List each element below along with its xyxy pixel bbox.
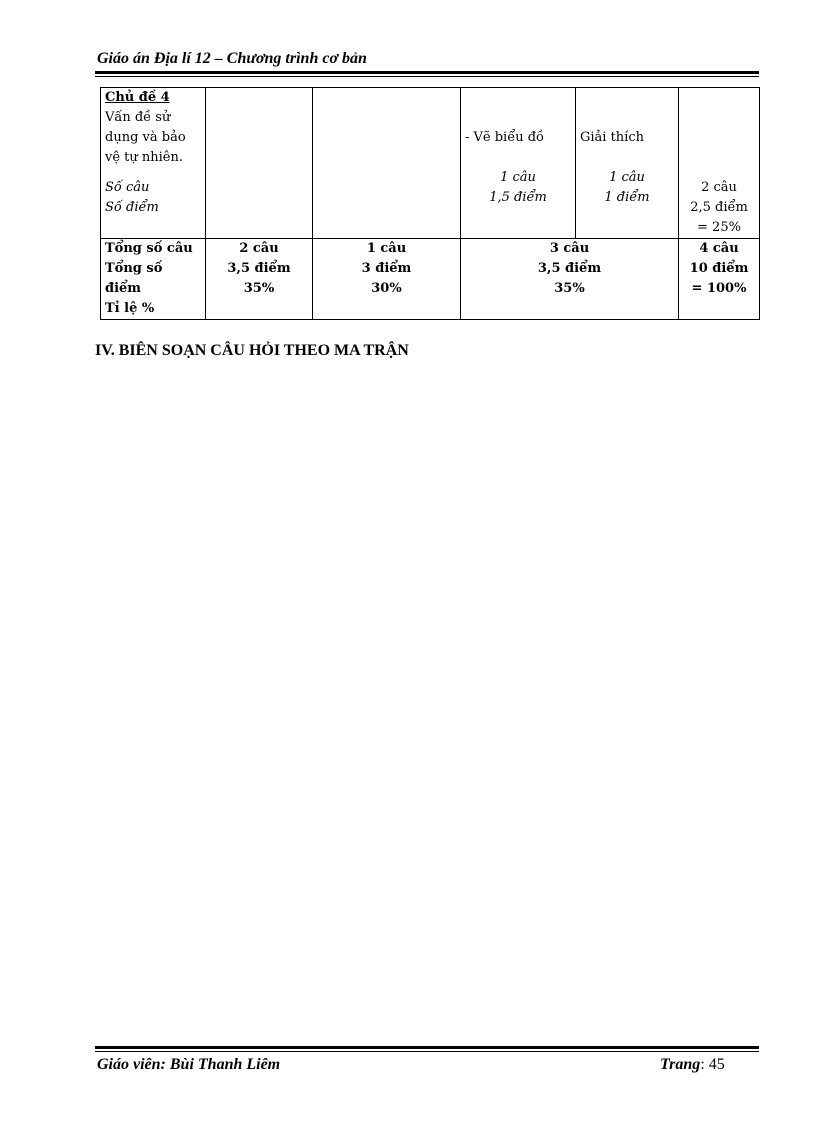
total-value: = 100% — [691, 281, 747, 296]
total-value: 3 câu — [549, 241, 590, 256]
topic-label: Chủ đề 4 — [105, 90, 170, 105]
page-number: 45 — [708, 1056, 725, 1073]
table-row-topic-4 — [101, 88, 760, 239]
topic-total-count: 2 câu — [701, 180, 737, 195]
total-col-application — [461, 239, 679, 320]
explain-cell — [576, 88, 679, 239]
empty-cell — [313, 88, 461, 239]
application-text: - Vẽ biểu đồ — [465, 130, 544, 145]
assessment-matrix-table — [100, 87, 760, 320]
application-cell — [461, 88, 576, 239]
empty-cell — [206, 88, 313, 239]
footer-rule-thick — [95, 1046, 759, 1049]
application-count: 1 câu — [500, 170, 536, 185]
table-row-total — [101, 239, 760, 320]
count-label: Số câu — [105, 180, 150, 195]
footer-page-number — [660, 1056, 725, 1074]
topic-line: Vấn đề sử — [105, 110, 171, 125]
total-label: Tỉ lệ % — [105, 301, 155, 316]
footer-teacher-name: Giáo viên: Bùi Thanh Liêm — [97, 1056, 281, 1073]
total-value: 35% — [243, 281, 275, 296]
document-header-title: Giáo án Địa lí 12 – Chương trình cơ bản — [97, 50, 367, 67]
topic-line: dụng và bảo — [105, 130, 186, 145]
application-score: 1,5 điểm — [489, 190, 547, 205]
explain-text: Giải thích — [580, 130, 644, 145]
explain-score: 1 điểm — [604, 190, 650, 205]
total-col-understanding — [313, 239, 461, 320]
total-value: 2 câu — [239, 241, 279, 256]
total-value: 3,5 điểm — [227, 261, 291, 276]
topic-total-score: 2,5 điểm — [690, 200, 748, 215]
score-label: Số điểm — [105, 200, 159, 215]
total-value: 3,5 điểm — [537, 261, 602, 276]
section-heading: IV. BIÊN SOẠN CÂU HỎI THEO MA TRẬN — [95, 342, 409, 359]
total-label: điểm — [105, 281, 142, 296]
footer-rule-thin — [95, 1051, 759, 1052]
topic-cell — [101, 88, 206, 239]
topic-line: vệ tự nhiên. — [105, 150, 183, 165]
total-value: 4 câu — [699, 241, 739, 256]
topic-total-cell — [679, 88, 760, 239]
total-label: Tổng số câu — [105, 241, 193, 256]
total-value: 35% — [554, 281, 585, 296]
explain-count: 1 câu — [609, 170, 645, 185]
total-value: 10 điểm — [689, 261, 749, 276]
topic-total-percent: = 25% — [697, 220, 741, 235]
total-value: 1 câu — [366, 241, 407, 256]
page-separator: : — [700, 1056, 709, 1073]
total-label-cell — [101, 239, 206, 320]
total-value: 30% — [371, 281, 402, 296]
total-value: 3 điểm — [361, 261, 412, 276]
page-label: Trang — [660, 1056, 701, 1073]
header-rule-thin — [95, 76, 759, 77]
header-rule-thick — [95, 71, 759, 74]
total-col-knowledge — [206, 239, 313, 320]
total-label: Tổng số — [105, 261, 163, 276]
total-col-sum — [679, 239, 760, 320]
